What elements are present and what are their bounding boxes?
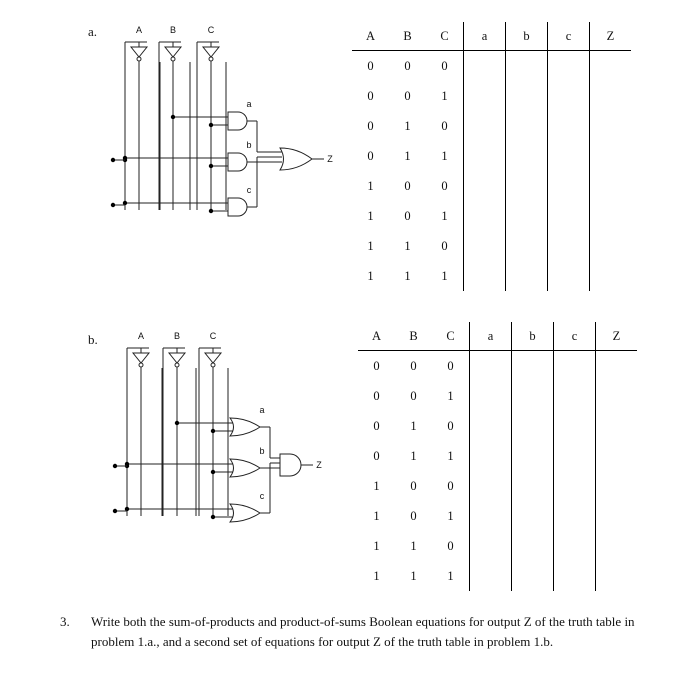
input-cell: 0 [367, 118, 374, 133]
table-row [358, 531, 637, 561]
input-cell: 0 [404, 208, 411, 223]
junction-dot [113, 509, 117, 513]
table-row [358, 471, 637, 501]
gate-label-c: c [259, 491, 265, 501]
input-label-B: B [169, 25, 177, 35]
header-B: B [389, 22, 426, 51]
answer-cell[interactable] [554, 561, 596, 591]
header-C: C [426, 22, 464, 51]
answer-cell[interactable] [596, 441, 638, 471]
answer-cell[interactable] [554, 501, 596, 531]
input-cell: 0 [447, 418, 454, 433]
input-cell: 1 [404, 268, 411, 283]
truth-table-b [358, 322, 637, 591]
problem-text: Write both the sum-of-products and product-of-sums Boolean equations for output Z of the truth table in problem 1.a., and a second set of equations for output Z of the truth table in problem 1.b. [91, 614, 635, 649]
header-c: c [548, 22, 590, 51]
or-gate-a [230, 418, 260, 436]
input-cell: 1 [367, 208, 374, 223]
input-cell: 0 [410, 358, 417, 373]
input-cell: 1 [367, 238, 374, 253]
input-cell: 1 [410, 418, 417, 433]
answer-cell[interactable] [470, 351, 512, 382]
header-B: B [395, 322, 432, 351]
input-cell: 0 [367, 88, 374, 103]
answer-cell[interactable] [470, 441, 512, 471]
input-cell: 1 [404, 148, 411, 163]
output-label-Z: Z [316, 460, 322, 470]
answer-cell[interactable] [554, 411, 596, 441]
table-row [358, 561, 637, 591]
input-cell: 0 [441, 238, 448, 253]
input-cell: 0 [410, 388, 417, 403]
answer-cell[interactable] [596, 351, 638, 382]
input-cell: 0 [404, 58, 411, 73]
input-cell: 0 [410, 508, 417, 523]
answer-cell[interactable] [470, 411, 512, 441]
junction-dot [211, 429, 215, 433]
input-cell: 0 [447, 478, 454, 493]
header-A: A [352, 22, 389, 51]
header-Z: Z [590, 22, 632, 51]
answer-cell[interactable] [512, 471, 554, 501]
output-and-gate [280, 454, 301, 476]
input-cell: 1 [410, 568, 417, 583]
gate-label-b: b [246, 140, 252, 150]
problem-3 [60, 612, 660, 652]
input-cell: 1 [441, 148, 448, 163]
buffer-triangle [133, 353, 149, 363]
input-cell: 0 [373, 358, 380, 373]
input-cell: 1 [441, 208, 448, 223]
input-cell: 0 [441, 118, 448, 133]
input-cell: 1 [441, 88, 448, 103]
input-cell: 0 [404, 88, 411, 103]
input-cell: 1 [373, 538, 380, 553]
input-cell: 1 [441, 268, 448, 283]
junction-dot [175, 421, 179, 425]
input-cell: 0 [447, 538, 454, 553]
answer-cell[interactable] [596, 561, 638, 591]
answer-cell[interactable] [512, 531, 554, 561]
or-gate-c [230, 504, 260, 522]
buffer-triangle [205, 353, 221, 363]
input-cell: 0 [441, 178, 448, 193]
input-cell: 1 [447, 568, 454, 583]
header-a: a [464, 22, 506, 51]
input-label-A: A [137, 331, 145, 341]
part-a-label: a. [88, 24, 98, 39]
gate-label-a: a [246, 99, 252, 109]
gate-label-b: b [259, 446, 265, 456]
input-cell: 1 [373, 478, 380, 493]
input-label-A: A [135, 25, 143, 35]
input-cell: 1 [404, 118, 411, 133]
input-cell: 0 [441, 58, 448, 73]
answer-cell[interactable] [596, 471, 638, 501]
header-b: b [506, 22, 548, 51]
inverter-bubble [139, 363, 143, 367]
input-cell: 0 [367, 58, 374, 73]
answer-cell[interactable] [596, 501, 638, 531]
part-b-label: b. [88, 332, 98, 347]
inverter-bubble [211, 363, 215, 367]
input-cell: 1 [410, 538, 417, 553]
or-gate-b [230, 459, 260, 477]
input-cell: 1 [447, 448, 454, 463]
input-label-B: B [173, 331, 181, 341]
junction-dot [211, 470, 215, 474]
answer-cell[interactable] [470, 561, 512, 591]
input-cell: 0 [367, 148, 374, 163]
input-cell: 0 [447, 358, 454, 373]
input-cell: 1 [404, 238, 411, 253]
input-cell: 1 [447, 508, 454, 523]
header-Z: Z [596, 322, 638, 351]
answer-cell[interactable] [512, 411, 554, 441]
answer-cell[interactable] [512, 561, 554, 591]
answer-cell[interactable] [554, 531, 596, 561]
inverter-bubble [175, 363, 179, 367]
table-row [358, 381, 637, 411]
answer-cell[interactable] [596, 411, 638, 441]
input-cell: 1 [373, 568, 380, 583]
header-A: A [358, 322, 395, 351]
answer-cell[interactable] [470, 531, 512, 561]
input-cell: 1 [367, 178, 374, 193]
answer-cell[interactable] [470, 381, 512, 411]
gate-label-a: a [259, 405, 265, 415]
header-c: c [554, 322, 596, 351]
answer-cell[interactable] [596, 381, 638, 411]
input-label-C: C [207, 25, 215, 35]
header-b: b [512, 322, 554, 351]
input-cell: 1 [410, 448, 417, 463]
input-cell: 0 [373, 448, 380, 463]
junction-dot [113, 464, 117, 468]
input-cell: 0 [373, 388, 380, 403]
problem-number: 3. [60, 614, 70, 629]
output-label-Z: Z [327, 154, 333, 164]
gate-label-c: c [246, 185, 252, 195]
header-a: a [470, 322, 512, 351]
buffer-triangle [169, 353, 185, 363]
input-cell: 0 [410, 478, 417, 493]
answer-cell[interactable] [470, 471, 512, 501]
answer-cell[interactable] [554, 351, 596, 382]
table-row [358, 441, 637, 471]
header-C: C [432, 322, 470, 351]
answer-cell[interactable] [554, 381, 596, 411]
input-cell: 1 [367, 268, 374, 283]
answer-cell[interactable] [512, 441, 554, 471]
answer-cell[interactable] [554, 471, 596, 501]
input-cell: 1 [447, 388, 454, 403]
answer-cell[interactable] [470, 501, 512, 531]
answer-cell[interactable] [554, 441, 596, 471]
input-cell: 1 [373, 508, 380, 523]
table-row [358, 411, 637, 441]
answer-cell[interactable] [512, 381, 554, 411]
input-cell: 0 [373, 418, 380, 433]
answer-cell[interactable] [512, 351, 554, 382]
answer-cell[interactable] [596, 531, 638, 561]
input-label-C: C [209, 331, 217, 341]
junction-dot [211, 515, 215, 519]
answer-cell[interactable] [512, 501, 554, 531]
input-cell: 0 [404, 178, 411, 193]
table-row [358, 501, 637, 531]
table-row [358, 351, 637, 382]
